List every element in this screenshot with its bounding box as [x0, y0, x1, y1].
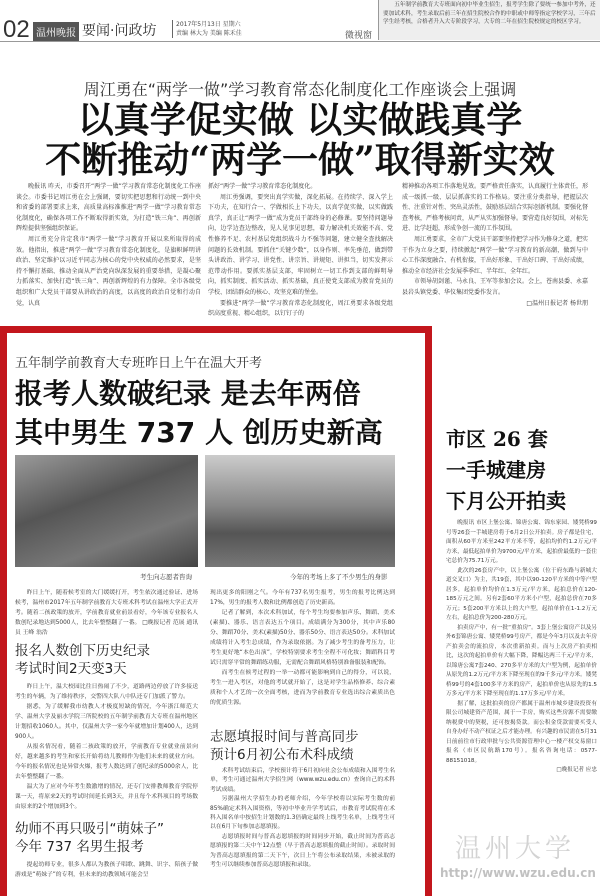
subhead-1-line1: 报名人数创下历史纪录	[15, 643, 150, 659]
paragraph: 精神推动各项工作落地见效。要严格责任落实，认真履行主体责任，形成一级抓一级、层层抓落实的工作格局。要注重分类指导，把握层次性、注重针对性、突出灵活性，鼓励基层结合实际创新机制。要强化督查考核，严格考核问责，从严从实加强督导。要营造良好氛围，对标先进、比学赶超，形成争创一流的工作氛围。	[402, 183, 589, 233]
exam-sub2-body	[15, 860, 198, 880]
exam-col1	[15, 588, 198, 638]
exam-headline-1: 报考人数破纪录 是去年两倍	[15, 377, 361, 410]
paragraph: 周江勇强调，要突出真学实做，深化拓展。在持续学、深入学上下功夫，在知行合一、学做相长上下功夫，以真学促实做，以实做践真学，真正让“两学一做”成为党员干部终身的必修课。要坚持问题导向，边学边查边整改，见人见事见思想，着力解决机关效能不高、党性修养不足、农村基层党组织战斗力不强等问题，建立健全查找解决问题的长效机制。要抓住“关键少数”，以身作则、率先垂范，做到带头讲政治、讲学习、讲党性、讲宗旨、讲规矩、讲担当，切实发挥示范带动作用。要抓实基层支部，牢固树立一切工作到支部的鲜明导向，抓实制度、抓实活动、抓实基础，真正使党支部成为教育党员的学校、团结群众的核心、攻坚克难的堡垒。	[208, 193, 393, 296]
top-kicker: 周江勇在“两学一做”学习教育常态化制度化工作座谈会上强调	[83, 80, 517, 99]
subhead-2	[15, 820, 164, 856]
exam-sub3-body	[210, 767, 395, 870]
subhead-2-line1: 幼师不再只吸引“萌妹子”	[15, 821, 164, 837]
paragraph: 现出更多的阳刚之气。今年有737名男生报考，男生的报考比例达到17%，男生的报考人数和比例都创造了历史新高。	[210, 590, 395, 606]
exam-col2	[210, 588, 395, 708]
section-title: 要闻·问政坊	[82, 23, 157, 39]
subhead-1-line2: 考试时间2天变3天	[15, 661, 127, 677]
university-watermark: 温州大学	[455, 834, 576, 864]
photo-exam-hall-steps	[205, 455, 395, 567]
paragraph: 据了解，这批拍卖的房产都属于温州市城乡建设投资有限公司城建资产范围，属于一手房，购买这些房源不需要缴纳税费中的契税，还可按揭贷款。而公积金贷款需要买受人自身办好不动产权证之后才能办理。有兴趣的市民需在5月31日前前往市行政审批与公共资源管理中心一楼产权交易窗口报名（市区民航路170号）。报名咨询电话：0577-88151018。	[446, 700, 597, 764]
info-note: 五年制学前教育大专班面向初中毕业生招生，报考学生除了要统一参加中考外，还要加试术科，考生录取后前三年在招生院校合作的中职或中师等指定学校学习，三年后学生经考核，合格者升入大专阶段学习，大专的二年在招生院校规定的校区学习。	[378, 0, 600, 40]
paragraph: 温大为了应对今年考生数激增的情况，还专门安排教师教育学院停课一天，将原来2天的考试时间延长到3天，并且每个术科项目的考场数由原来的2个增加到3个。	[15, 784, 198, 810]
housing-byline: □晚报记者 应忠	[556, 767, 597, 773]
housing-body	[446, 519, 597, 776]
paragraph: 从报名情况看，随着二孩政策的放开，学前教育专业就业前景向好，越来越多的考生和家长开始将幼儿教师作为他们未来的就业方向。今年的报名情况也是异常火爆，报考人数达到了创纪录的5000余人，比去年整整翻了一番。	[15, 744, 198, 780]
paragraph: 志愿填报时间与普高志愿填报的时间同步开始，截止时间为普高志愿填报的第二天中午12点整（早于普高志愿填报的截止时间）。录取时间为普高志愿填报的第二天下午，次日上午将公布录取结果，未被录取的考生可以继续参加普高志愿填报和录取。	[210, 833, 395, 869]
top-article-col3	[402, 182, 588, 309]
photo2-caption: 今年的考场上多了不少男生的身影	[290, 573, 388, 581]
paragraph: 而考生在候考过程的一举一动都可能影响到自己的得分，可以说，考生一进入考区，对他的考试就开始了，这是对学生品格修养、综合素质和个人才艺的一次全面考核，进而为学前教育专业选出综合素质出色的优质生源。	[210, 670, 395, 706]
paragraph: 抓好“两学一做”学习教育常态化制度化。	[208, 183, 317, 190]
exam-sub1-body	[15, 682, 198, 812]
paragraph: 晚报讯 昨天，市委召开“两学一做”学习教育常态化制度化工作座谈会。市委书记周江勇在会上强调，要切实把思想和行动统一到中央和省委的部署要求上来，高质量高标准推进“两学一做”学习教育常态化制度化，确保各项工作不断取得新实效，为打造“铁三角”、再创新辉煌提供坚强组织保证。	[16, 183, 201, 233]
paragraph: 要推进“两学一做”学习教育常态化制度化，周江勇要求各级党组织高度重视、精心组织，以钉钉子的	[208, 299, 393, 318]
top-headline-2: 不断推动“两学一做”取得新实效	[45, 139, 555, 181]
paragraph: 周江勇要求，全市广大党员干部要坚持把学习作为修身之道，把实干作为立身之要，持续掀起“两学一做”学习教育的新高潮，做到与中心工作深度融合、有机衔接，干出好形象、干出好口碑、干出好成绩，推动全市经济社会发展季季红、半年红、全年红。	[402, 235, 589, 275]
housing-headline-3: 下月公开拍卖	[446, 489, 566, 513]
paragraph: 拍卖房产中，有一批“重拍房”。3套上堡公寓房产以及另外6套锦唐公寓、矮凳桥99号房产，都是今年3月以及去年房产拍卖会的流拍房，本次重新拍卖。而与上次房产拍卖相比，这次的起拍单价有大幅下降，降幅达两三千元/平方米，以锦唐公寓7套240、270多平方米的大户型为例，起拍单价从原先的1.2万元/平方米下降至现在的9千多元/平方米。矮凳桥99号的4套100多平方米的房产，起拍单价也从原先的1.5万多元/平方米下降至现在的1.17万多元/平方米。	[446, 624, 597, 697]
byline: □温州日报记者 杨世朋	[526, 299, 588, 307]
top-article-col1	[16, 182, 201, 309]
top-headline-1: 以真学促实做 以实做践真学	[77, 99, 523, 141]
exam-kicker: 五年制学前教育大专班昨日上午在温大开考	[15, 356, 263, 371]
page-header	[0, 0, 600, 42]
photo-candidates-consulting	[15, 455, 198, 567]
paragraph: 昨日上午，随着候考室的大门缓缓打开，考生依次通过验证、进场候考，温州市2017年五年制学前教育大专班术科考试在温州大学正式开考。随着二孩政策的放开，学前教育就业前景看好，今年该专业报名人数创纪录地达到5000人，比去年整整翻了一番。 □晚报记者 范展 通讯员 王峰 翁浩	[15, 590, 198, 636]
top-article-col2	[208, 182, 393, 320]
subhead-3-line2: 预计6月初公布术科成绩	[210, 747, 354, 763]
housing-headline	[446, 424, 566, 517]
page-number: 02	[3, 16, 30, 43]
paragraph: 昨日上午，温大校园比往日热闹了不少，道路两边停放了许多接送考生的车辆，为了维持秩序，交警四大队八中队还专门加派了警力。	[15, 684, 198, 700]
paragraph: 此次的26套房产中，以上堡公寓（位于府东路与新城大道交叉口）为主，共19套，其中以90-120平方米的中等户型居多，起拍单价均价在1.3万元/平方米，起拍总价在120-185万元之间。另有2套60平方米小户型，起拍总价在70多万元；5套200平方米以上的大户型，起拍单价在1-1.2万元左右，起拍总价为200-280万元。	[446, 567, 597, 621]
subhead-3	[210, 728, 359, 764]
paragraph: 另据温州大学招生办的老师介绍，今年学校将以实际考生数的前85%确定术科入围资格，等初中毕业升学考试后，市教育考试院将在术科入围名单中按招生计划数的1.3倍确定最终上线考生名单，上线考生可以在6月下旬参加志愿填报。	[210, 796, 395, 831]
paragraph: 提起幼师专业，很多人都认为教孩子唱歌、跳舞、识字、陪孩子做游戏是“萌妹子”的专利，但未来的幼教领域可能会呈	[15, 862, 198, 878]
subhead-3-line1: 志愿填报时间与普高同步	[210, 729, 359, 745]
housing-headline-2: 一手城建房	[446, 458, 546, 482]
issue-date: 2017年5月13日 星期六	[176, 21, 241, 28]
exam-headline-2: 其中男生 737 人 创历史新高	[15, 416, 383, 449]
editors: 责编 林大为 美编 陈禾佳	[176, 30, 242, 37]
paragraph: 术科考试结束后，学校预计将于6月初向社会公布成绩和入围考生名单，考生可通过温州大学招生网（www.wzu.edu.cn）查询自己的术科考试成绩。	[210, 768, 395, 793]
newspaper-logo: 温州晚报	[33, 22, 79, 41]
subhead-1	[15, 642, 150, 678]
paragraph: 晚报讯 市区上堡公寓、锦唐公寓、锦东家园、矮凳桥99号等26套一手城建房将于6月2日公开拍卖。房子都是住宅，面积从60平方米至242平方米不等，起拍均价约1.2万元/平方米，最低起拍单价为9700元/平方米，起拍价最低的一套住宅总价为75.71万元。	[446, 520, 597, 564]
paragraph: 市领导胡剑谨、马永良、王军等参加会议。会上，苍南县委、永嘉县岩头镇党委、华仪集团党委作发言。	[402, 278, 589, 296]
issue-meta	[172, 20, 242, 38]
photo1-caption: 考生向志愿者咨询	[140, 573, 192, 581]
paragraph: 周江勇充分肯定我市“两学一做”学习教育开展以来所取得的成效。他指出，推进“两学一做”学习教育常态化制度化，是旗帜鲜明讲政治、坚定维护以习近平同志为核心的党中央权威的必然要求，是坚持不懈打基础、推动全面从严治党向纵深发展的重要举措，是凝心聚力抓落实、加快打造“铁三角”、再创新辉煌的有力保障。全市各级党组织和广大党员干部要从讲政治的高度，以高度的政治自觉和行动自觉，认真	[16, 235, 201, 307]
subhead-2-line2: 今年 737 名男生报考	[15, 839, 144, 855]
column-label: 微视窗	[345, 31, 373, 41]
paragraph: 据悉，为了缓解我市幼教人才极度短缺的情况，今年浙江师范大学、温州大学及丽水学院三所院校的五年制学前教育大专班在温州地区计划招收1060人。其中，仅温州大学一家今年就增加计划400人，达到900人。	[15, 704, 198, 740]
watermark-url: http://www.wzu.edu.cn	[440, 866, 596, 880]
paragraph: 记者了解到，本次术科加试，每个考生均要参加声乐、舞蹈、美术(素描)、器乐、语言表达五个项目。成绩满分为300分，其中声乐80分、舞蹈70分、美术(素描)50分、器乐50分、语言表达50分。术科加试成绩将计入考生总成绩，作为录取依据。为了减少考生的备考压力，让考生更好地“本色出演”，学校特别要求考生全程不可化妆；舞蹈科目考试只需穿平常的舞蹈练功服，无需配合舞蹈风格特别准备服装和配饰。	[210, 610, 395, 666]
housing-headline-1: 市区 26 套	[446, 427, 548, 451]
